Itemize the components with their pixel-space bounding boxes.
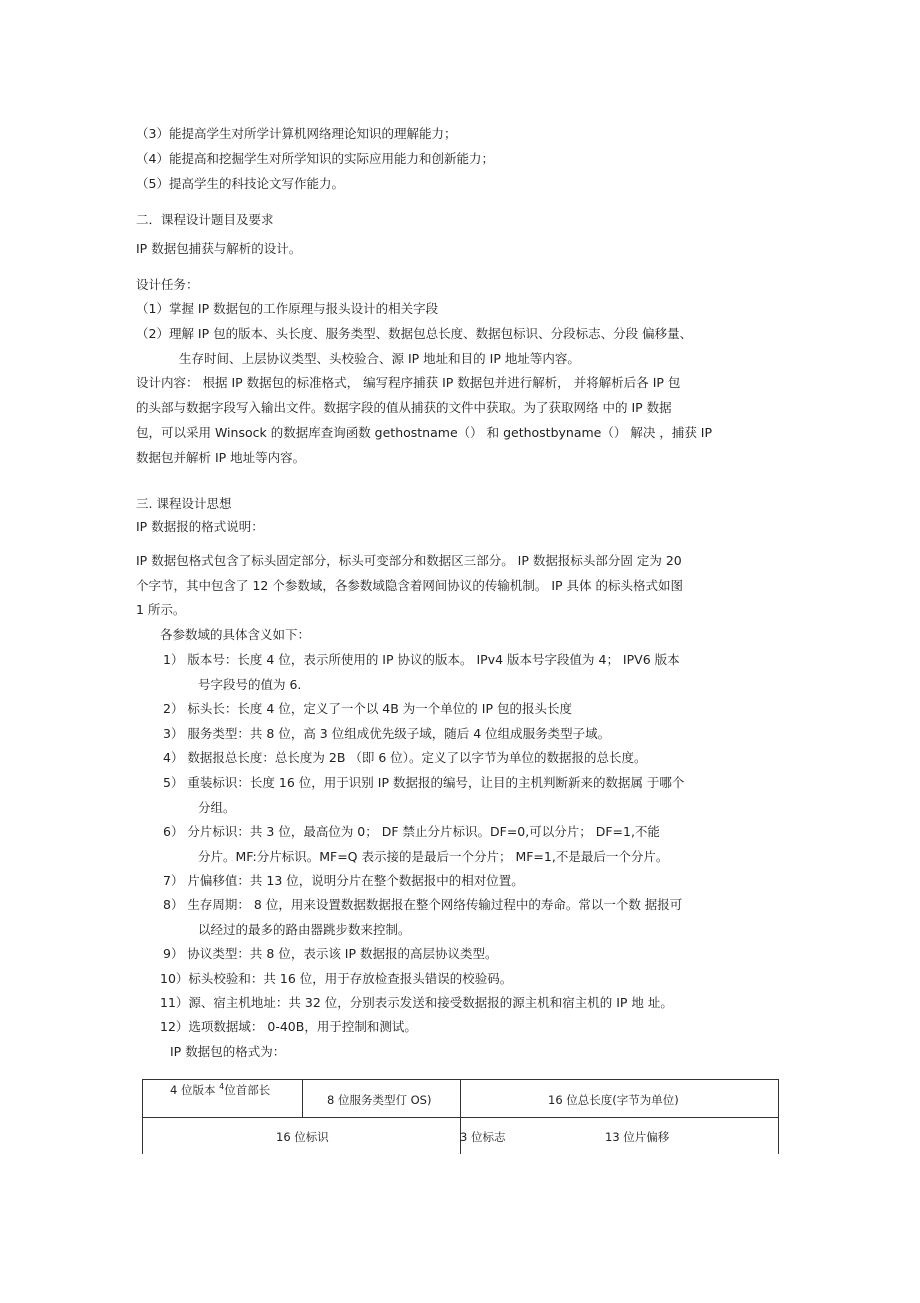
section3-heading: 三. 课程设计思想 xyxy=(136,496,232,511)
field-item-10: 10）标头校验和：共 16 位，用于存放检查报头错误的校验码。 xyxy=(160,971,513,986)
field-item-4: 4） 数据报总长度：总长度为 2B （即 6 位）。定义了以字节为单位的数据报的总长度。 xyxy=(163,750,647,765)
ability-item-3: （3）能提高学生对所学计算机网络理论知识的理解能力； xyxy=(136,126,457,141)
intro-line-1: IP 数据包格式包含了标头固定部分，标头可变部分和数据区三部分。 IP 数据报标头部分固 定为 20 xyxy=(136,553,682,568)
field-item-9: 9） 协议类型：共 8 位，表示该 IP 数据报的高层协议类型。 xyxy=(163,946,498,961)
content-line-1: 设计内容： 根据 IP 数据包的标准格式， 编写程序捕获 IP 数据包并进行解析， 并将解析后各 IP 包 xyxy=(136,375,681,390)
field-item-7: 7） 片偏移值：共 13 位，说明分片在整个数据报中的相对位置。 xyxy=(163,873,524,888)
ip-header-table xyxy=(142,1079,779,1154)
total-length-cell: 16 位总长度(字节为单位) xyxy=(548,1093,679,1107)
design-topic: IP 数据包捕获与解析的设计。 xyxy=(136,241,302,256)
format-caption: IP 数据包的格式为： xyxy=(170,1044,286,1059)
field-item-12: 12）选项数据域： 0-40B，用于控制和测试。 xyxy=(160,1019,417,1034)
intro-line-2: 个字节，其中包含了 12 个参数域，各参数域隐含着网间协议的传输机制。 IP 具体 的标头格式如图 xyxy=(136,578,683,593)
identification-cell: 16 位标识 xyxy=(276,1130,329,1144)
format-label: IP 数据报的格式说明： xyxy=(136,519,264,534)
ability-item-4: （4）能提高和挖掘学生对所学知识的实际应用能力和创新能力； xyxy=(136,151,494,166)
task-item-1: （1）掌握 IP 数据包的工作原理与报头设计的相关字段 xyxy=(136,301,439,316)
header-length-label: 位首部长 xyxy=(224,1083,271,1097)
field-item-5: 5） 重装标识：长度 16 位，用于识别 IP 数据报的编号，让目的主机判断新来的数据属 于哪个 xyxy=(163,775,685,790)
section2-heading: 二．课程设计题目及要求 xyxy=(136,212,274,227)
content-line-4: 数据包并解析 IP 地址等内容。 xyxy=(136,450,306,465)
fragment-offset-cell: 13 位片偏移 xyxy=(605,1130,670,1144)
field-item-2: 2） 标头长：长度 4 位，定义了一个以 4B 为一个单位的 IP 包的报头长度 xyxy=(163,701,572,716)
version-header-cell xyxy=(170,1082,270,1098)
field-item-8: 8） 生存周期： 8 位，用来设置数据数据报在整个网络传输过程中的寿命。常以一个数 据报可 xyxy=(163,897,683,912)
version-sup: 4 xyxy=(219,1082,225,1092)
intro-line-3: 1 所示。 xyxy=(136,602,186,617)
field-item-8-cont: 以经过的最多的路由器跳步数来控制。 xyxy=(198,922,411,937)
table-col-divider xyxy=(302,1080,303,1117)
meaning-label: 各参数域的具体含义如下： xyxy=(160,627,311,642)
flags-cell: 3 位标志 xyxy=(460,1130,506,1144)
field-item-5-cont: 分组。 xyxy=(198,800,236,815)
tos-cell: 8 位服务类型仃 OS) xyxy=(327,1093,432,1107)
content-line-3: 包，可以采用 Winsock 的数据库查询函数 gethostname（） 和 gethostbyname（） 解决 ，捕获 IP xyxy=(136,425,713,440)
task-item-2-cont: 生存时间、上层协议类型、头校验合、源 IP 地址和目的 IP 地址等内容。 xyxy=(179,351,580,366)
ability-item-5: （5）提高学生的科技论文写作能力。 xyxy=(136,176,344,191)
content-line-2: 的头部与数据字段写入输出文件。数据字段的值从捕获的文件中获取。为了获取网络 中的 IP 数据 xyxy=(136,400,672,415)
field-item-6-cont: 分片。MF:分片标识。MF=Q 表示接的是最后一个分片； MF=1,不是最后一个分片。 xyxy=(198,849,669,864)
version-label: 4 位版本 xyxy=(170,1083,216,1097)
field-item-3: 3） 服务类型：共 8 位，高 3 位组成优先级子域，随后 4 位组成服务类型子域。 xyxy=(163,726,611,741)
field-item-1: 1） 版本号：长度 4 位，表示所使用的 IP 协议的版本。 IPv4 版本号字段值为 4； IPV6 版本 xyxy=(163,652,680,667)
field-item-1-cont: 号字段号的值为 6. xyxy=(198,677,302,692)
field-item-11: 11）源、宿主机地址：共 32 位，分别表示发送和接受数据报的源主机和宿主机的 IP 地 址。 xyxy=(160,995,673,1010)
task-label: 设计任务： xyxy=(136,277,199,292)
field-item-6: 6） 分片标识：共 3 位，最高位为 0； DF 禁止分片标识。DF=0,可以分片； DF=1,不能 xyxy=(163,824,660,839)
task-item-2: （2）理解 IP 包的版本、头长度、服务类型、数据包总长度、数据包标识、分段标志、分段 偏移量、 xyxy=(136,326,693,341)
